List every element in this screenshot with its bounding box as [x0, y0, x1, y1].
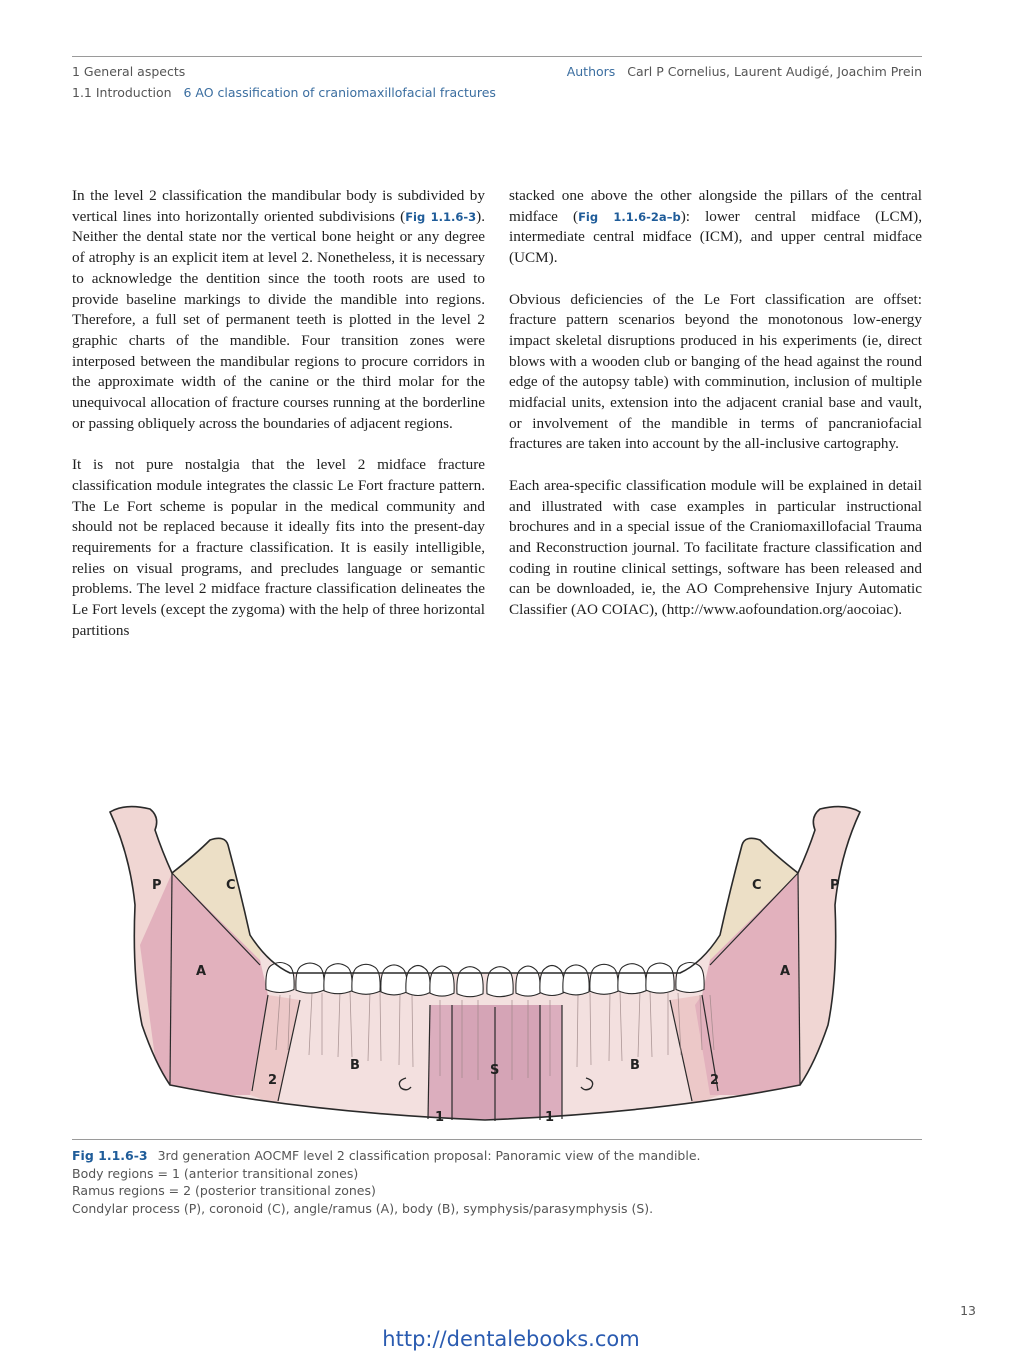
label-S: S [490, 1063, 500, 1078]
tooth-crown [381, 965, 407, 995]
header-chapter: 1 General aspects [72, 64, 186, 79]
page-number: 13 [960, 1303, 976, 1318]
paragraph: Obvious deficiencies of the Le Fort classification are offset: fracture pattern scenarios beyond the monotonous low-energy impact skeletal disruptions produced in his experiments (ie, direct blows with a wooden club or banging of the head against the round edge of the autopsy table) with comminution, inclusion of multiple midfacial units, extension into the adjacent cranial base and vault, or involvement of the mandible in terms of pancraniofacial fractures are taken into account by the all-inclusive cartography. [509, 290, 922, 453]
mandible-illustration [100, 795, 870, 1135]
caption-line: Condylar process (P), coronoid (C), angle/ramus (A), body (B), symphysis/parasymphysis (S). [72, 1200, 654, 1216]
label-P-left: P [152, 878, 162, 893]
label-1-right: 1 [545, 1110, 555, 1125]
paragraph-text: ): lower central midface (LCM), intermediate central midface (ICM), and upper central midface (UCM). [509, 207, 923, 267]
footer-url-link[interactable]: http://dentalebooks.com [382, 1327, 640, 1351]
tooth-crown [457, 967, 483, 997]
tooth-crown [487, 967, 513, 997]
caption-line [72, 1147, 922, 1165]
label-C-right: C [752, 878, 762, 893]
tooth-crown [516, 966, 540, 996]
label-A-left: A [196, 964, 207, 979]
condyle-region-right [795, 795, 870, 1095]
paragraph-text: stacked one above the other alongside the pillars of the central midface ( [509, 187, 922, 225]
tooth-crown [618, 964, 646, 994]
label-2-right: 2 [710, 1073, 720, 1088]
caption-label: Fig 1.1.6-3 [72, 1148, 148, 1163]
tooth-crown [406, 966, 430, 996]
label-1-left: 1 [435, 1110, 445, 1125]
label-C-left: C [226, 878, 236, 893]
paragraph [509, 186, 922, 269]
header-section-line [72, 85, 496, 100]
header-authors-label: Authors [566, 64, 616, 79]
caption-text: 3rd generation AOCMF level 2 classification proposal: Panoramic view of the mandible. [157, 1148, 701, 1163]
tooth-crown [540, 966, 564, 996]
label-A-right: A [780, 964, 791, 979]
tooth-crown [430, 966, 454, 996]
paragraph: Each area-specific classification module will be explained in detail and illustrated with case examples in particular instructional brochures and in a special issue of the Craniomaxillofacial Trauma and Reconstruction journal. To facilitate fracture classification and coding in routine clinical settings, software has been released and can be downloaded, ie, the AO Comprehensive Injury Automatic Classifier (AO COIAC), (http://www.aofoundation.org/aocoiac). [509, 476, 922, 619]
header-authors: Carl P Cornelius, Laurent Audigé, Joachim Prein [627, 64, 922, 79]
paragraph [72, 186, 485, 434]
text-column-left [72, 186, 485, 662]
header-rule [72, 56, 922, 57]
tooth-crown [296, 963, 324, 993]
paragraph-text: ). Neither the dental state nor the vertical bone height or any degree of atrophy is an explicit item at level 2. Nonetheless, it is necessary to acknowledge the dentition since the tooth roots are used to provide baseline markings to divide the mandible into regions. Therefore, a full set of permanent teeth is plotted in the level 2 graphic charts of the mandible. Four transition zones were interposed between the mandibular regions to procure corridors in the approximate width of the canine or the third molar for the unequivocal allocation of fracture courses running at the borderline or passing obliquely across the boundaries of adjacent regions. [72, 207, 485, 432]
paragraph: It is not pure nostalgia that the level 2 midface fracture classification module integrates the classic Le Fort fracture pattern. The Le Fort scheme is popular in the medical community and should not be replaced because it ideally fits into the present-day requirements for a fracture classification. It is easily intelligible, relies on visual programs, and precludes language or semantic problems. The level 2 midface fracture classification delineates the Le Fort levels (except the zygoma) with the help of three horizontal partitions [72, 456, 485, 639]
paragraph-text: In the level 2 classification the mandibular body is subdivided by vertical lines into horizontally oriented subdivisions ( [72, 187, 485, 225]
tooth-crown [563, 965, 589, 995]
figure-reference-link[interactable]: Fig 1.1.6-3 [405, 209, 477, 224]
caption-rule [72, 1139, 922, 1140]
header-subsection: 6 AO classification of craniomaxillofacial fractures [183, 85, 496, 100]
tooth-crown [590, 964, 618, 994]
tooth-crown [352, 964, 380, 994]
caption-line: Body regions = 1 (anterior transitional zones) [72, 1165, 359, 1181]
caption-line: Ramus regions = 2 (posterior transitional zones) [72, 1183, 376, 1198]
label-B-right: B [630, 1058, 640, 1073]
figure-reference-link[interactable]: Fig 1.1.6-2a–b [578, 209, 681, 224]
label-B-left: B [350, 1058, 360, 1073]
tooth-crown [324, 964, 352, 994]
text-column-right [509, 186, 922, 641]
header-authors-line [567, 64, 922, 79]
tooth-crown [646, 963, 674, 993]
figure-caption [72, 1147, 922, 1217]
label-P-right: P [830, 878, 840, 893]
label-2-left: 2 [268, 1073, 278, 1088]
header-section: 1.1 Introduction [72, 85, 172, 100]
